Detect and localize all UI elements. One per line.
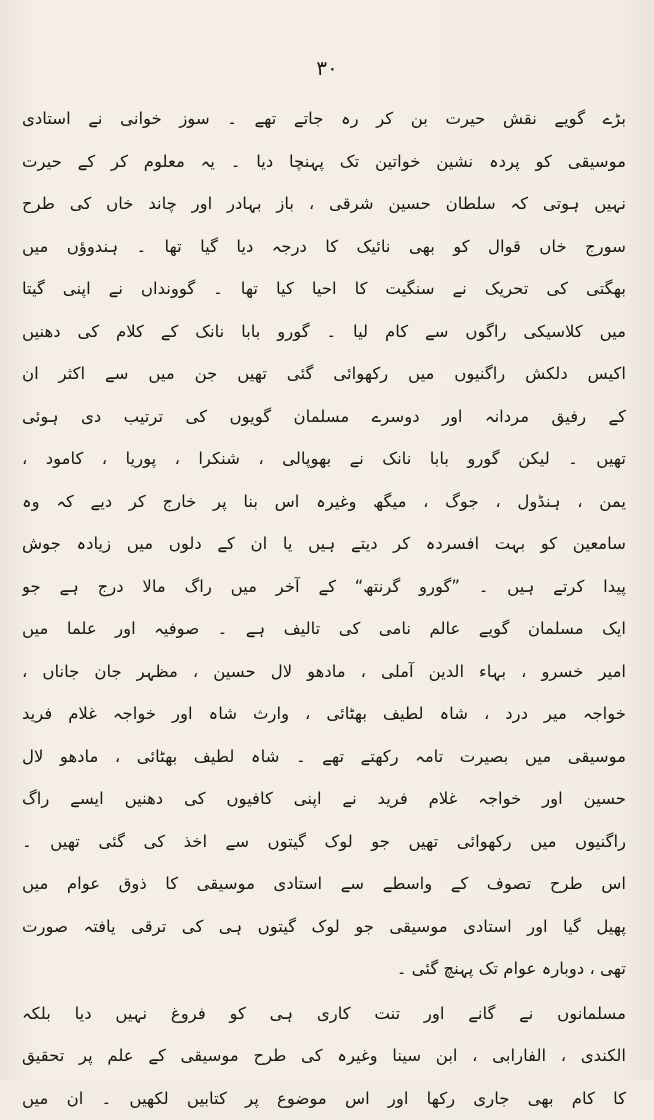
text-line: بڑے گویے نقش حیرت بن کر رہ جاتے تھے ۔ سوز خوانی نے استادی [22, 98, 626, 141]
text-line: یمن ، ہنڈول ، جوگ ، میگھ وغیرہ اس بنا پر خارج کر دیے کہ وہ [22, 481, 626, 524]
text-line: امیر خسرو ، بہاء الدین آملی ، مادھو لال حسین ، مظہر جان جاناں ، [22, 651, 626, 694]
text-line: تھی ، دوبارہ عوام تک پہنچ گئی ۔ [22, 948, 626, 991]
paragraph-1 [22, 98, 626, 991]
text-line: اس طرح تصوف کے واسطے سے استادی موسیقی کا ذوق عوام میں [22, 863, 626, 906]
text-line: راگنیوں میں رکھوائی تھیں جو لوک گیتوں سے اخذ کی گئی تھیں ۔ [22, 821, 626, 864]
text-line: ایک مسلمان گویے عالم نامی کی تالیف ہے ۔ صوفیہ اور علما میں [22, 608, 626, 651]
page-number: ٣٠ [0, 56, 654, 80]
text-line: بھگتی کی تحریک نے سنگیت کا احیا کیا تھا ۔ گوونداں نے اپنی گیتا [22, 268, 626, 311]
text-line: خواجہ میر درد ، شاہ لطیف بھٹائی ، وارث شاہ اور خواجہ غلام فرید [22, 693, 626, 736]
text-line: سامعین کو بہت افسردہ کر دیتے ہیں یا ان کے دلوں میں زیادہ جوش [22, 523, 626, 566]
text-line: موسیقی میں بصیرت تامہ رکھتے تھے ۔ شاہ لطیف بھٹائی ، مادھو لال [22, 736, 626, 779]
text-line: اکیس دلکش راگنیوں میں رکھوائی گئی تھیں جن میں سے اکثر ان [22, 353, 626, 396]
text-line: تھیں ۔ لیکن گورو بابا نانک نے بھوپالی ، شنکرا ، پوریا ، کامود ، [22, 438, 626, 481]
paragraph-2 [22, 993, 626, 1120]
text-line: نہیں ہوتی کہ سلطان حسین شرقی ، باز بہادر اور چاند خاں کی طرح [22, 183, 626, 226]
text-line: مسلمانوں نے گانے اور تنت کاری ہی کو فروغ نہیں دیا بلکہ [22, 993, 626, 1036]
text-line: موسیقی کو پردہ نشین خواتین تک پہنچا دیا ۔ یہ معلوم کر کے حیرت [22, 141, 626, 184]
text-line: پھیل گیا اور استادی موسیقی جو لوک گیتوں ہی کی ترقی یافتہ صورت [22, 906, 626, 949]
text-line: حسین اور خواجہ غلام فرید نے اپنی کافیوں کی دھنیں ایسے راگ [22, 778, 626, 821]
text-line: الکندی ، الفارابی ، ابن سینا وغیرہ کی طرح موسیقی کے علم پر تحقیق [22, 1035, 626, 1078]
text-line: پیدا کرتے ہیں ۔ ”گورو گرنتھ“ کے آخر میں راگ مالا درج ہے جو [22, 566, 626, 609]
text-line: کے رفیق مردانہ اور دوسرے مسلمان گویوں کی ترتیب دی ہوئی [22, 396, 626, 439]
text-line: کا کام بھی جاری رکھا اور اس موضوع پر کتابیں لکھیں ۔ ان میں [22, 1078, 626, 1120]
text-line: سورج خاں قوال کو بھی نائیک کا درجہ دیا گیا تھا ۔ ہندوؤں میں [22, 226, 626, 269]
text-line: میں کلاسیکی راگوں سے کام لیا ۔ گورو بابا نانک کے کلام کی دھنیں [22, 311, 626, 354]
body-text [22, 98, 626, 1120]
